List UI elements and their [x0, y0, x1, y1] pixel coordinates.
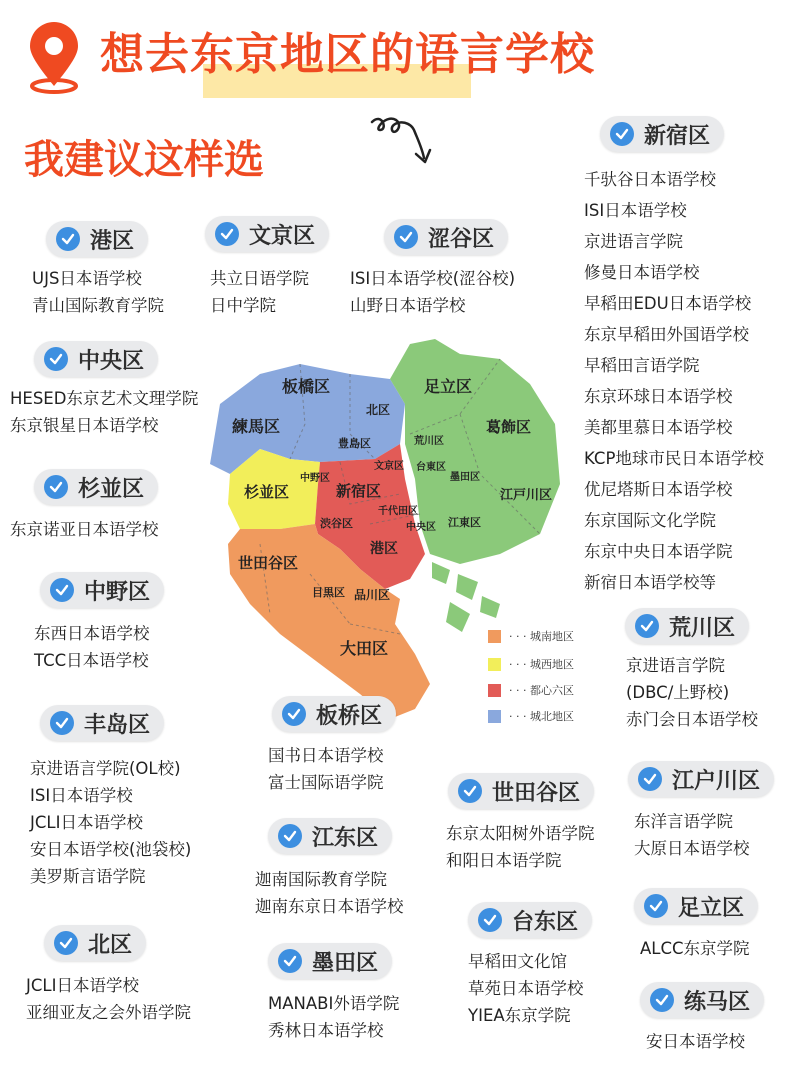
legend-swatch: [488, 630, 501, 643]
school-name: 东京太阳树外语学院: [446, 824, 595, 843]
page-title: 想去东京地区的语言学校: [100, 29, 595, 80]
map-label-taito: 台東区: [416, 462, 446, 473]
school-name: 东京中央日本语学院: [584, 542, 733, 561]
check-icon: [44, 475, 68, 499]
school-name: JCLI日本语学校: [30, 813, 143, 832]
school-list-kita: [26, 972, 191, 1026]
ward-tag-arakawa: [625, 608, 749, 644]
school-name: 东洋言语学院: [634, 812, 733, 831]
ward-tag-shibuya: [384, 219, 508, 255]
school-name: 和阳日本语学院: [446, 851, 562, 870]
ward-tag-label: 板桥区: [316, 703, 383, 729]
school-list-taito: [468, 948, 584, 1029]
ward-tag-nerima: [640, 982, 764, 1018]
school-name: 东京银星日本语学校: [10, 416, 159, 435]
legend-label: 都心六区: [529, 684, 574, 697]
ward-tag-kita: [44, 925, 146, 961]
legend-swatch: [488, 684, 501, 697]
ward-tag-label: 练马区: [684, 989, 751, 1015]
school-list-nakano: [34, 620, 150, 674]
check-icon: [644, 894, 668, 918]
ward-tag-label: 新宿区: [644, 123, 711, 149]
curly-arrow-icon: [368, 108, 438, 170]
map-label-adachi: 足立区: [424, 377, 473, 396]
school-name: TCC日本语学校: [34, 651, 149, 670]
ward-tag-label: 墨田区: [312, 950, 379, 976]
map-label-chiyoda: 千代田区: [378, 506, 418, 517]
school-name: 东京诺亚日本语学校: [10, 520, 159, 539]
tokyo-ward-map: [200, 334, 610, 734]
school-name: 赤门会日本语学校: [626, 710, 758, 729]
ward-tag-label: 文京区: [249, 223, 316, 249]
school-list-adachi: [640, 935, 750, 962]
school-list-arakawa: [626, 652, 758, 733]
map-label-bunkyo: 文京区: [374, 461, 404, 472]
ward-tag-label: 世田谷区: [492, 780, 581, 806]
map-label-edogawa: 江戸川区: [500, 488, 553, 503]
check-icon: [638, 767, 662, 791]
legend-label: 城南地区: [529, 630, 574, 643]
school-name: ISI日本语学校(涩谷校): [350, 269, 516, 288]
school-name: 东京早稻田外国语学校: [584, 325, 749, 344]
map-label-sumida: 墨田区: [450, 472, 480, 483]
ward-tag-label: 涩谷区: [428, 226, 495, 252]
school-list-bunkyo: [210, 265, 309, 319]
school-name: 京进语言学院(OL校): [30, 759, 181, 778]
map-label-suginami: 杉並区: [244, 483, 290, 501]
ward-tag-label: 台东区: [512, 909, 579, 935]
school-name: 东京环球日本语学校: [584, 387, 733, 406]
ward-tag-label: 江东区: [312, 825, 379, 851]
map-label-toshima: 豊島区: [338, 437, 371, 450]
map-label-minato: 港区: [370, 541, 398, 557]
legend-item-center: · · · 都心六区: [488, 682, 574, 698]
school-name: 早稻田EDU日本语学校: [584, 294, 752, 313]
map-label-shibuya: 渋谷区: [320, 517, 353, 530]
map-label-meguro: 目黒区: [312, 586, 345, 599]
ward-tag-sumida: [268, 943, 392, 979]
ward-tag-label: 港区: [90, 228, 135, 254]
school-name: 修曼日本语学校: [584, 263, 700, 282]
ward-tag-label: 江户川区: [672, 768, 761, 794]
ward-tag-taito: [468, 902, 592, 938]
legend-item-west: · · · 城西地区: [488, 656, 574, 672]
school-name: 共立日语学院: [210, 269, 309, 288]
legend-item-south: · · · 城南地区: [488, 628, 574, 644]
school-name: 新宿日本语学校等: [584, 573, 716, 592]
school-name: 安日本语学校: [646, 1032, 745, 1051]
school-name: 早稻田言语学院: [584, 356, 700, 375]
school-list-sumida: [268, 990, 399, 1044]
location-pin-icon: [22, 20, 86, 96]
school-list-shinjuku: [584, 164, 764, 598]
ward-tag-minato: [46, 221, 148, 257]
check-icon: [278, 824, 302, 848]
school-name: UJS日本语学校: [32, 269, 142, 288]
school-name: YIEA东京学院: [468, 1006, 571, 1025]
school-name: ALCC东京学院: [640, 939, 750, 958]
school-name: 东京国际文化学院: [584, 511, 716, 530]
map-label-katsushika: 葛飾区: [486, 418, 532, 436]
ward-tag-shinjuku: [600, 116, 724, 152]
school-name: 亚细亚友之会外语学院: [26, 1003, 191, 1022]
school-name: 东西日本语学校: [34, 624, 150, 643]
check-icon: [278, 949, 302, 973]
school-name: HESED东京艺术文理学院: [10, 389, 199, 408]
school-list-itabashi: [268, 742, 384, 796]
check-icon: [458, 779, 482, 803]
check-icon: [215, 222, 239, 246]
school-list-shibuya: [350, 265, 515, 319]
check-icon: [610, 122, 634, 146]
ward-tag-koto: [268, 818, 392, 854]
school-name: 优尼塔斯日本语学校: [584, 480, 733, 499]
ward-tag-label: 中野区: [84, 579, 151, 605]
school-name: ISI日本语学校: [584, 201, 687, 220]
ward-tag-label: 北区: [88, 932, 133, 958]
school-name: 大原日本语学校: [634, 839, 750, 858]
school-name: 秀林日本语学校: [268, 1021, 384, 1040]
school-name: 国书日本语学校: [268, 746, 384, 765]
check-icon: [282, 702, 306, 726]
ward-tag-toshima: [40, 705, 164, 741]
ward-tag-bunkyo: [205, 216, 329, 252]
school-name: 青山国际教育学院: [32, 296, 164, 315]
school-name: 早稻田文化馆: [468, 952, 567, 971]
school-name: 山野日本语学校: [350, 296, 466, 315]
ward-tag-adachi: [634, 888, 758, 924]
school-name: JCLI日本语学校: [26, 976, 139, 995]
check-icon: [50, 711, 74, 735]
check-icon: [54, 931, 78, 955]
map-label-chuo: 中央区: [406, 522, 436, 533]
school-name: 美罗斯言语学院: [30, 867, 146, 886]
ward-tag-label: 荒川区: [669, 615, 736, 641]
map-label-koto: 江東区: [448, 516, 481, 529]
school-name: 草苑日本语学校: [468, 979, 584, 998]
school-list-chuo: [10, 385, 198, 439]
school-name: 京进语言学院: [626, 656, 725, 675]
map-label-shinjuku: 新宿区: [336, 482, 382, 500]
check-icon: [50, 578, 74, 602]
map-label-itabashi: 板橋区: [282, 377, 331, 396]
map-label-setagaya: 世田谷区: [238, 554, 299, 572]
check-icon: [394, 225, 418, 249]
school-list-setagaya: [446, 820, 595, 874]
ward-tag-nakano: [40, 572, 164, 608]
check-icon: [56, 227, 80, 251]
school-name: 京进语言学院: [584, 232, 683, 251]
school-list-minato: [32, 265, 164, 319]
ward-tag-label: 丰岛区: [84, 712, 151, 738]
ward-tag-chuo: [34, 341, 158, 377]
page-subtitle: 我建议这样选: [24, 137, 264, 183]
map-label-ota: 大田区: [340, 639, 389, 658]
legend-label: 城北地区: [529, 710, 574, 723]
legend-item-north: · · · 城北地区: [488, 708, 574, 724]
map-label-arakawa: 荒川区: [414, 436, 444, 447]
school-name: 千驮谷日本语学校: [584, 170, 716, 189]
school-name: 日中学院: [210, 296, 276, 315]
school-name: 富士国际语学院: [268, 773, 384, 792]
school-name: KCP地球市民日本语学校: [584, 449, 764, 468]
check-icon: [650, 988, 674, 1012]
school-list-suginami: [10, 516, 159, 543]
map-label-kita: 北区: [366, 403, 391, 417]
school-list-koto: [255, 866, 404, 920]
school-list-toshima: [30, 755, 191, 890]
map-label-nakano: 中野区: [300, 473, 330, 484]
map-label-nerima: 練馬区: [232, 417, 281, 436]
school-name: (DBC/上野校): [626, 683, 730, 702]
legend-swatch: [488, 658, 501, 671]
ward-tag-label: 中央区: [78, 348, 145, 374]
school-list-nerima: [646, 1028, 745, 1055]
ward-tag-label: 杉並区: [78, 476, 145, 502]
ward-tag-setagaya: [448, 773, 594, 809]
check-icon: [478, 908, 502, 932]
ward-tag-label: 足立区: [678, 895, 745, 921]
school-name: 迦南东京日本语学校: [255, 897, 404, 916]
ward-tag-suginami: [34, 469, 158, 505]
ward-tag-edogawa: [628, 761, 774, 797]
school-name: 安日本语学校(池袋校): [30, 840, 192, 859]
check-icon: [44, 347, 68, 371]
legend-label: 城西地区: [529, 658, 574, 671]
school-name: 美都里慕日本语学校: [584, 418, 733, 437]
legend-swatch: [488, 710, 501, 723]
map-label-shinagawa: 品川区: [354, 588, 391, 602]
school-name: MANABI外语学院: [268, 994, 400, 1013]
ward-tag-itabashi: [272, 696, 396, 732]
check-icon: [635, 614, 659, 638]
school-name: 迦南国际教育学院: [255, 870, 387, 889]
school-list-edogawa: [634, 808, 750, 862]
school-name: ISI日本语学校: [30, 786, 133, 805]
